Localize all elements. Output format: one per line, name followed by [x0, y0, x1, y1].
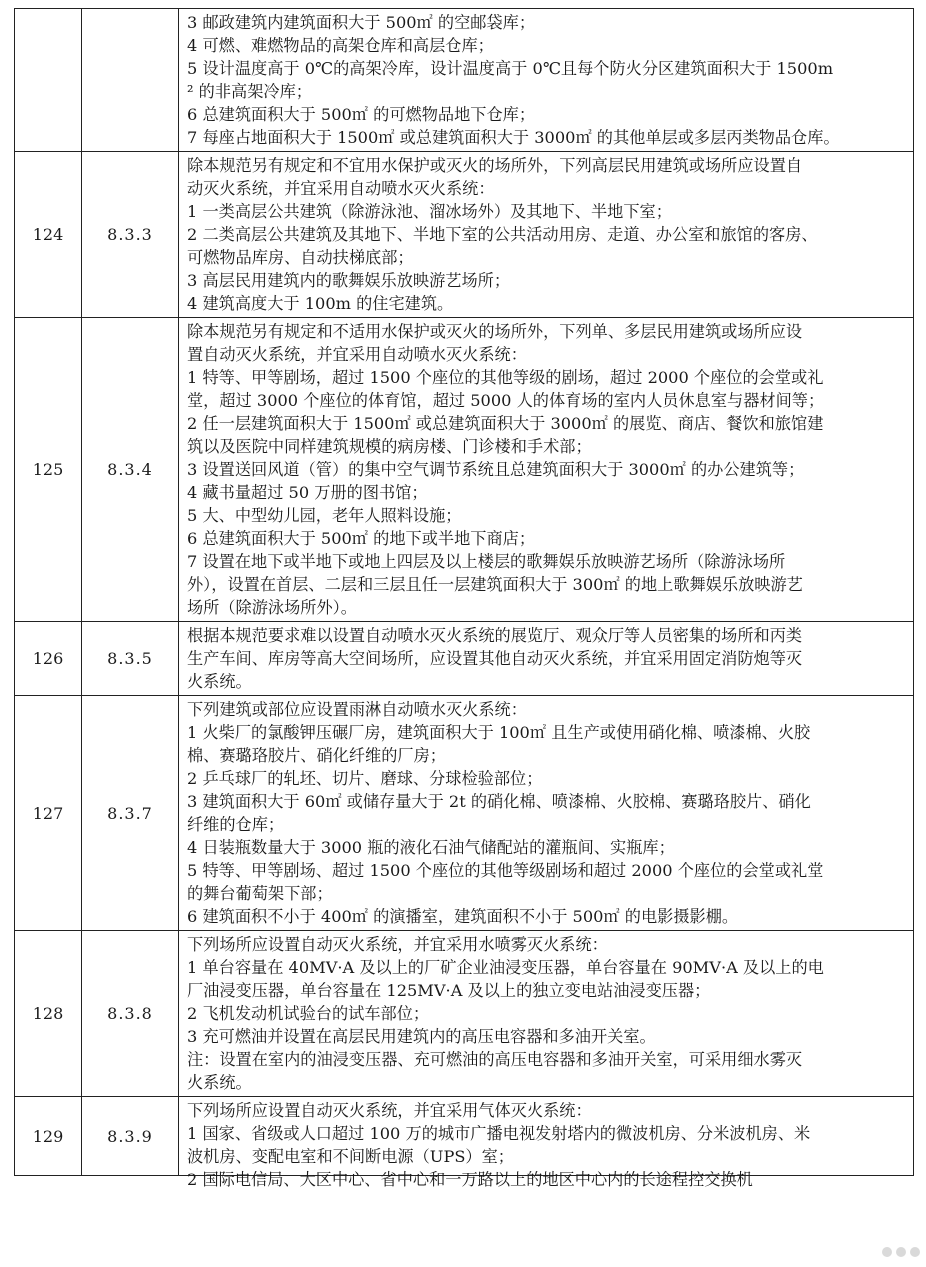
clause-text — [179, 622, 914, 696]
text-line: 3 设置送回风道（管）的集中空气调节系统且总建筑面积大于 3000㎡ 的办公建筑等； — [187, 460, 805, 479]
text-line: 2 二类高层公共建筑及其地下、半地下室的公共活动用房、走道、办公室和旅馆的客房、 — [187, 225, 818, 244]
text-line: 厂油浸变压器，单台容量在 125MV·A 及以上的独立变电站油浸变压器； — [187, 981, 711, 1000]
text-line: 3 建筑面积大于 60㎡ 或储存量大于 2t 的硝化棉、喷漆棉、火胶棉、赛璐珞胶片、硝化 — [187, 792, 811, 811]
clause-text — [179, 931, 914, 1097]
text-line: 6 总建筑面积大于 500㎡ 的地下或半地下商店； — [187, 529, 536, 548]
table-row — [15, 931, 914, 1097]
text-line: 除本规范另有规定和不适用水保护或灭火的场所外，下列单、多层民用建筑或场所应设 — [187, 322, 803, 341]
text-line: 2 乒乓球厂的轧坯、切片、磨球、分球检验部位； — [187, 769, 543, 788]
text-line: 外），设置在首层、二层和三层且任一层建筑面积大于 300㎡ 的地上歌舞娱乐放映游艺 — [187, 575, 803, 594]
text-line: 场所（除游泳场所外）。 — [187, 598, 357, 617]
text-line: 3 高层民用建筑内的歌舞娱乐放映游艺场所； — [187, 271, 511, 290]
text-line: 3 充可燃油并设置在高层民用建筑内的高压电容器和多油开关室。 — [187, 1027, 656, 1046]
text-line: 5 大、中型幼儿园，老年人照料设施； — [187, 506, 462, 525]
watermark-dots — [862, 1241, 920, 1263]
row-number: 124 — [15, 152, 82, 318]
text-line: 2 任一层建筑面积大于 1500㎡ 或总建筑面积大于 3000㎡ 的展览、商店、餐饮和旅馆建 — [187, 414, 824, 433]
row-number — [15, 9, 82, 152]
clause-number — [82, 9, 179, 152]
text-line: 1 火柴厂的氯酸钾压碾厂房，建筑面积大于 100㎡ 且生产或使用硝化棉、喷漆棉、火胶 — [187, 723, 811, 742]
text-line: 根据本规范要求难以设置自动喷水灭火系统的展览厅、观众厅等人员密集的场所和丙类 — [187, 626, 803, 645]
text-line: 4 可燃、难燃物品的高架仓库和高层仓库； — [187, 36, 494, 55]
clause-text-cutoff — [187, 1099, 907, 1189]
text-line: 2 飞机发动机试验台的试车部位； — [187, 1004, 430, 1023]
text-line: 1 特等、甲等剧场，超过 1500 个座位的其他等级的剧场，超过 2000 个座位的会堂或礼 — [187, 368, 824, 387]
clause-text — [179, 696, 914, 931]
text-line: 的舞台葡萄架下部； — [187, 884, 333, 903]
regulation-table — [14, 8, 914, 1189]
text-line: 4 藏书量超过 50 万册的图书馆； — [187, 483, 428, 502]
text-line: 棉、赛璐珞胶片、硝化纤维的厂房； — [187, 746, 446, 765]
clause-number: 8.3.3 — [82, 152, 179, 318]
clause-number: 8.3.9 — [82, 1097, 179, 1176]
table-row — [15, 1097, 914, 1176]
text-line: 生产车间、库房等高大空间场所，应设置其他自动灭火系统，并宜采用固定消防炮等灭 — [187, 649, 803, 668]
text-line: 2 国际电信局、大区中心、省中心和一万路以上的地区中心内的长途程控交换机 — [187, 1170, 753, 1189]
text-line: 7 设置在地下或半地下或地上四层及以上楼层的歌舞娱乐放映游艺场所（除游泳场所 — [187, 552, 786, 571]
row-number: 126 — [15, 622, 82, 696]
clause-number: 8.3.4 — [82, 318, 179, 622]
text-line: 置自动灭火系统，并宜采用自动喷水灭火系统： — [187, 345, 527, 364]
table-row — [15, 622, 914, 696]
text-line: 3 邮政建筑内建筑面积大于 500㎡ 的空邮袋库； — [187, 13, 536, 32]
text-line: 4 日装瓶数量大于 3000 瓶的液化石油气储配站的灌瓶间、实瓶库； — [187, 838, 675, 857]
text-line: 火系统。 — [187, 672, 252, 691]
row-number: 128 — [15, 931, 82, 1097]
text-line: 除本规范另有规定和不宜用水保护或灭火的场所外，下列高层民用建筑或场所应设置自 — [187, 156, 803, 175]
text-line: 下列场所应设置自动灭火系统，并宜采用气体灭火系统： — [187, 1101, 592, 1120]
text-line: 5 特等、甲等剧场、超过 1500 个座位的其他等级剧场和超过 2000 个座位的会堂或礼堂 — [187, 861, 824, 880]
clause-number: 8.3.5 — [82, 622, 179, 696]
clause-text — [179, 9, 914, 152]
clause-number: 8.3.8 — [82, 931, 179, 1097]
text-line: 4 建筑高度大于 100m 的住宅建筑。 — [187, 294, 454, 313]
text-line: 1 国家、省级或人口超过 100 万的城市广播电视发射塔内的微波机房、分米波机房、米 — [187, 1124, 811, 1143]
text-line: 筑以及医院中同样建筑规模的病房楼、门诊楼和手术部； — [187, 437, 592, 456]
table-row — [15, 696, 914, 931]
text-line: 可燃物品库房、自动扶梯底部； — [187, 248, 414, 267]
table-row — [15, 9, 914, 152]
table-body — [15, 9, 914, 1189]
text-line: 6 建筑面积不小于 400㎡ 的演播室，建筑面积不小于 500㎡ 的电影摄影棚。 — [187, 907, 739, 926]
text-line: 7 每座占地面积大于 1500㎡ 或总建筑面积大于 3000㎡ 的其他单层或多层丙类物品仓库。 — [187, 128, 840, 147]
text-line: 注：设置在室内的油浸变压器、充可燃油的高压电容器和多油开关室，可采用细水雾灭 — [187, 1050, 803, 1069]
row-number: 127 — [15, 696, 82, 931]
text-line: 6 总建筑面积大于 500㎡ 的可燃物品地下仓库； — [187, 105, 536, 124]
text-line: 下列建筑或部位应设置雨淋自动喷水灭火系统： — [187, 700, 527, 719]
row-number: 129 — [15, 1097, 82, 1176]
clause-text — [179, 318, 914, 622]
text-line: 1 一类高层公共建筑（除游泳池、溜冰场外）及其地下、半地下室； — [187, 202, 672, 221]
table-row — [15, 152, 914, 318]
table-row — [15, 318, 914, 622]
row-number: 125 — [15, 318, 82, 622]
text-line: 火系统。 — [187, 1073, 252, 1092]
text-line: 1 单台容量在 40MV·A 及以上的厂矿企业油浸变压器，单台容量在 90MV·A 及以上的电 — [187, 958, 824, 977]
text-line: 波机房、变配电室和不间断电源（UPS）室； — [187, 1147, 514, 1166]
clause-text — [179, 1097, 914, 1189]
text-line: ² 的非高架冷库； — [187, 82, 312, 101]
text-line: 动灭火系统，并宜采用自动喷水灭火系统： — [187, 179, 495, 198]
document-page — [14, 8, 914, 1189]
text-line: 5 设计温度高于 0℃的高架冷库，设计温度高于 0℃且每个防火分区建筑面积大于 1500m — [187, 59, 834, 78]
text-line: 纤维的仓库； — [187, 815, 285, 834]
clause-number: 8.3.7 — [82, 696, 179, 931]
text-line: 下列场所应设置自动灭火系统，并宜采用水喷雾灭火系统： — [187, 935, 608, 954]
text-line: 堂，超过 3000 个座位的体育馆，超过 5000 人的体育场的室内人员休息室与器材间等； — [187, 391, 825, 410]
clause-text — [179, 152, 914, 318]
